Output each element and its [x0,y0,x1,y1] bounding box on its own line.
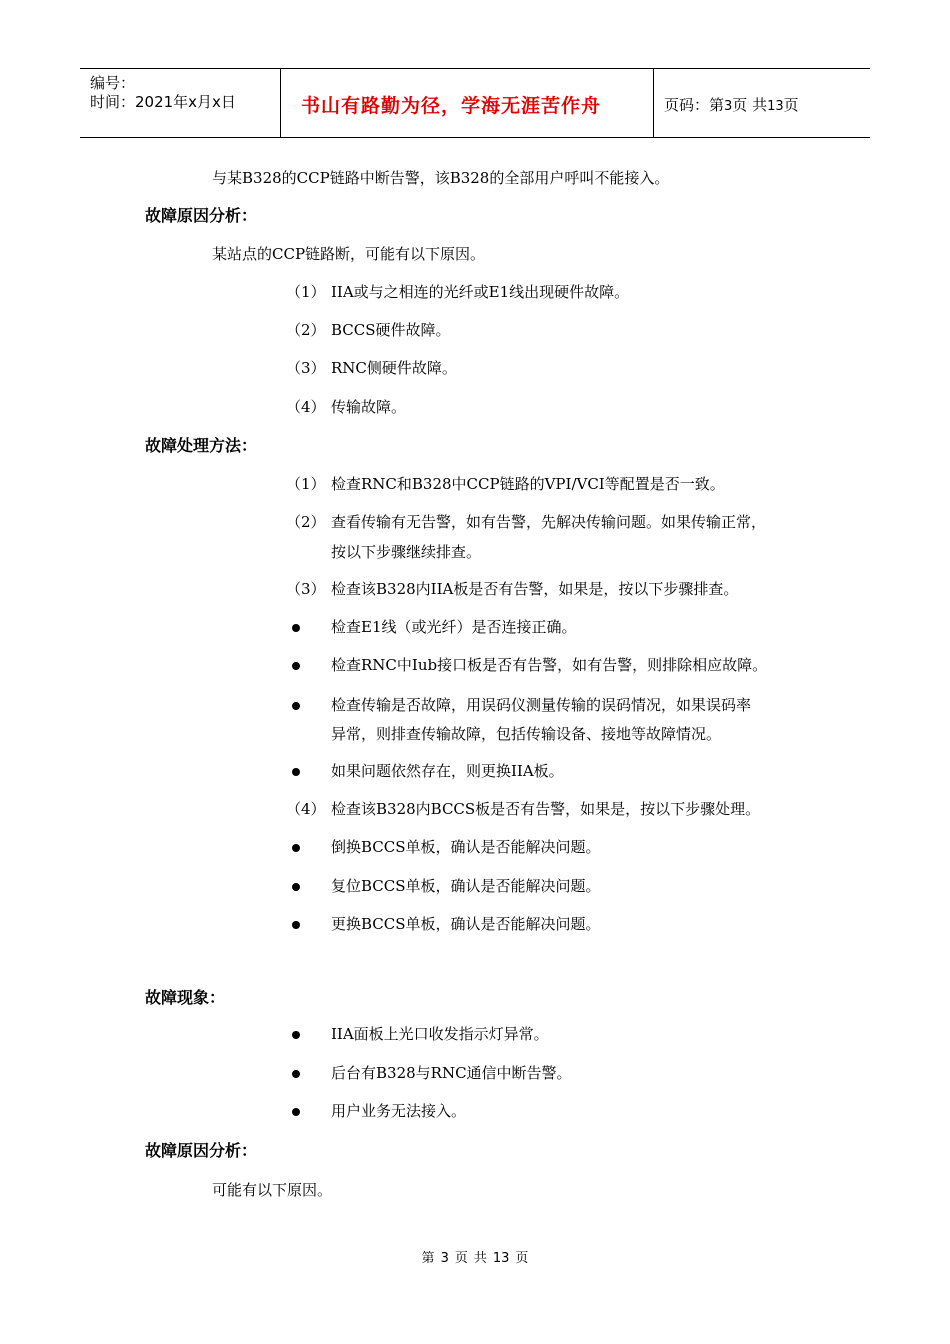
section-heading: 故障原因分析： [145,206,258,225]
bullet-item: 复位BCCS单板，确认是否能解决问题。 [331,877,601,895]
bullet-dot [292,883,300,891]
bullet-item: 检查E1线（或光纤）是否连接正确。 [331,618,577,636]
bullet-dot [292,1108,300,1116]
header-page-cell [654,69,870,137]
section-lead: 某站点的CCP链路断，可能有以下原因。 [212,245,486,263]
header-info-cell [80,69,281,137]
list-number: （4） [286,398,326,416]
page-footer [0,1247,950,1266]
list-number: （3） [286,359,326,377]
section-heading: 故障原因分析： [145,1141,258,1160]
list-number: （3） [286,580,326,598]
page-number: 3 [724,99,733,114]
list-number: （4） [286,800,326,818]
page-prefix: 页码：第 [664,96,725,114]
bullet-dot [292,921,300,929]
section-heading: 故障处理方法： [145,436,258,455]
bullet-item: 更换BCCS单板，确认是否能解决问题。 [331,915,601,933]
list-item: BCCS硬件故障。 [331,321,451,339]
footer-b: 页 [454,1251,468,1266]
page-indicator [664,94,799,115]
footer-c: 共 [473,1251,487,1266]
bullet-dot [292,1031,300,1039]
bullet-item: 用户业务无法接入。 [331,1102,467,1120]
page-suffix: 页 [783,96,799,114]
list-item: 检查该B328内IIA板是否有告警，如果是，按以下步骤排查。 [331,580,739,598]
bullet-dot [292,844,300,852]
bullet-item: 如果问题依然存在，则更换IIA板。 [331,762,564,780]
list-item: 查看传输有无告警，如有告警，先解决传输问题。如果传输正常， [331,513,767,531]
bullet-dot [292,1070,300,1078]
bullet-dot [292,702,300,710]
bullet-item: IIA面板上光口收发指示灯异常。 [331,1025,549,1043]
bullet-dot [292,768,300,776]
bullet-item: 倒换BCCS单板，确认是否能解决问题。 [331,838,601,856]
bullet-item-continued: 异常，则排查传输故障，包括传输设备、接地等故障情况。 [331,725,722,743]
section-heading: 故障现象： [145,988,226,1007]
footer-page-number: 3 [440,1251,449,1266]
bullet-item: 检查RNC中Iub接口板是否有告警，如有告警，则排除相应故障。 [331,656,768,674]
header-motto-cell [281,69,654,137]
page-total: 13 [767,99,784,114]
list-item: IIA或与之相连的光纤或E1线出现硬件故障。 [331,283,630,301]
list-item: 检查RNC和B328中CCP链路的VPI/VCI等配置是否一致。 [331,475,725,493]
page-mid: 页 共 [732,96,768,114]
list-item: 检查该B328内BCCS板是否有告警，如果是，按以下步骤处理。 [331,800,761,818]
bullet-item: 检查传输是否故障，用误码仪测量传输的误码情况，如果误码率 [331,696,752,714]
footer-d: 页 [515,1251,529,1266]
bullet-dot [292,624,300,632]
page-header [80,68,870,138]
footer-a: 第 [421,1251,435,1266]
footer-page-total: 13 [492,1251,510,1266]
list-number: （2） [286,513,326,531]
bullet-item: 后台有B328与RNC通信中断告警。 [331,1064,572,1082]
list-number: （1） [286,475,326,493]
motto: 书山有路勤为径，学海无涯苦作舟 [301,95,602,117]
time-label: 时间：2021年x月x日 [90,93,236,111]
bullet-dot [292,662,300,670]
intro-text: 与某B328的CCP链路中断告警，该B328的全部用户呼叫不能接入。 [212,169,670,187]
list-number: （2） [286,321,326,339]
number-label: 编号： [90,74,136,92]
list-item-continued: 按以下步骤继续排查。 [331,543,482,561]
list-item: RNC侧硬件故障。 [331,359,457,377]
list-number: （1） [286,283,326,301]
section-lead: 可能有以下原因。 [212,1181,333,1199]
list-item: 传输故障。 [331,398,407,416]
